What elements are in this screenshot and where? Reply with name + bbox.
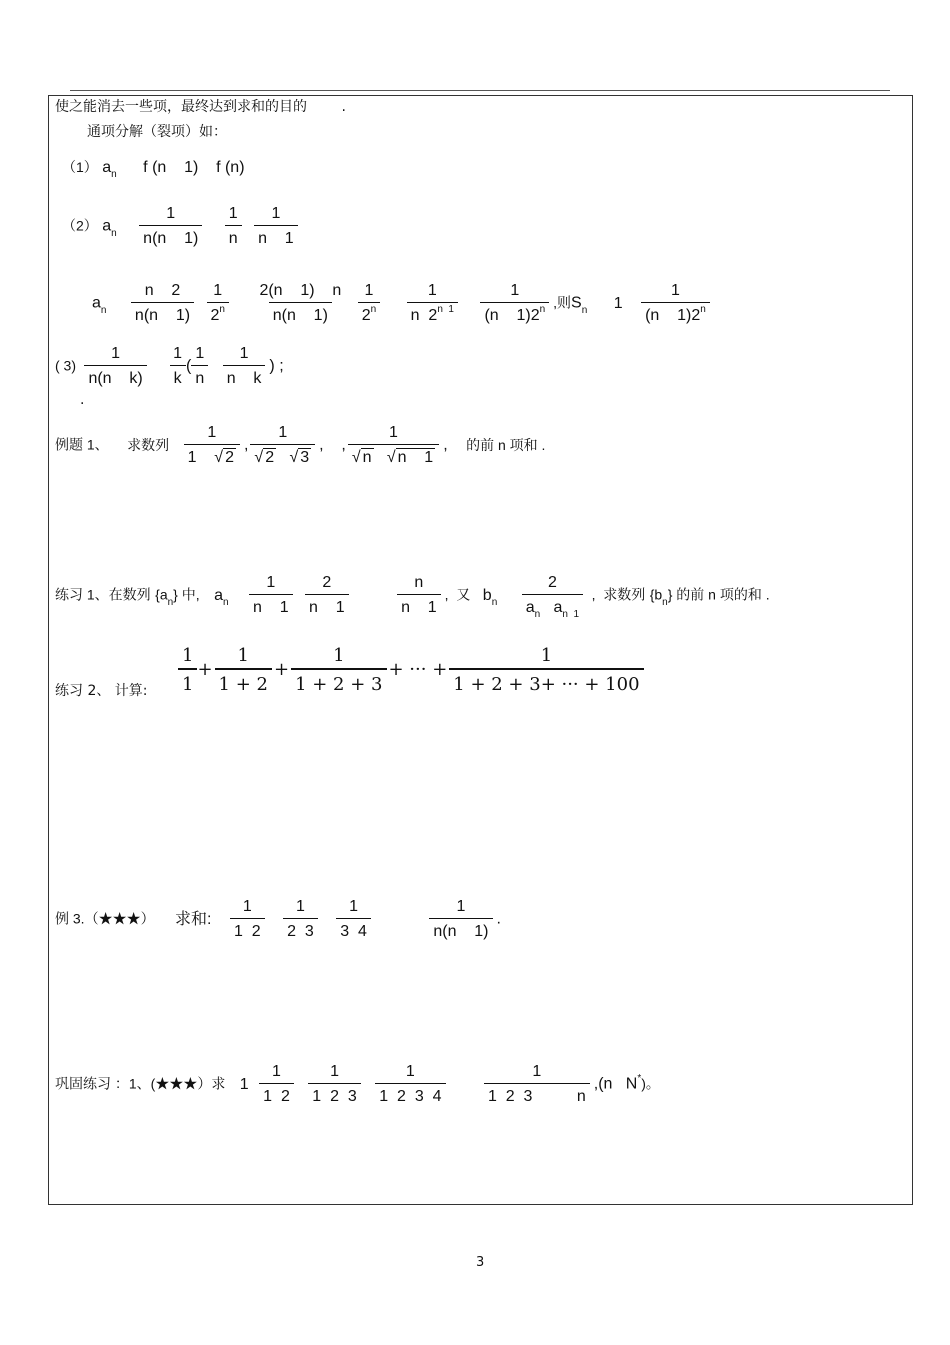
fraction [249, 574, 293, 617]
fraction [397, 574, 441, 617]
subscript: n 1 [562, 609, 580, 620]
exponent: n [700, 304, 706, 315]
denominator: n 1 [305, 594, 349, 617]
sqrt: √ 2 [214, 449, 234, 466]
seq-open: {a [155, 586, 168, 603]
fraction [255, 282, 345, 325]
fraction [291, 645, 386, 695]
denominator: n [225, 225, 242, 248]
a-symbol: a [102, 159, 112, 176]
star-superscript: * [637, 1072, 642, 1084]
fraction [308, 1063, 360, 1106]
denominator [480, 302, 549, 325]
example-3-text: 求和: [175, 910, 212, 928]
separator: , , [319, 436, 346, 454]
plus: + [273, 659, 290, 680]
numerator: 2 [322, 574, 332, 591]
denominator: n 1 [249, 594, 293, 617]
denominator: n k [223, 365, 266, 388]
example-1-end: 的前 n 项和 . [466, 436, 546, 453]
denominator: n 1 [254, 225, 298, 248]
denominator: 1 2 3 4 [375, 1083, 445, 1106]
numerator: 1 [295, 898, 305, 915]
term: 1 [187, 449, 197, 466]
exponent: n 1 [437, 304, 454, 315]
term: a [525, 599, 535, 616]
denominator: n(n k) [84, 365, 146, 388]
numerator: 1 [456, 898, 466, 915]
fraction [254, 205, 298, 248]
numerator: 1 [389, 424, 398, 441]
denominator: 1 2 [230, 918, 265, 941]
numerator: 1 [532, 1063, 542, 1080]
radicand: 3 [300, 449, 310, 466]
numerator: 1 [405, 1063, 415, 1080]
exponent: n [219, 304, 225, 315]
fraction [522, 574, 583, 620]
seq-close: } 中, [173, 586, 200, 603]
subscript: n [111, 169, 117, 180]
numerator: 1 [195, 345, 205, 362]
numerator: 1 [237, 645, 249, 666]
fraction [169, 345, 186, 388]
sqrt: √ n [351, 449, 372, 466]
seq-open: {b [649, 586, 663, 603]
fraction [283, 898, 318, 941]
base: (n 1)2 [484, 307, 540, 324]
fraction [407, 282, 458, 325]
numerator: 1 [670, 282, 680, 299]
example-3 [55, 898, 501, 941]
fraction [375, 1063, 445, 1106]
formula-3-label: ( 3) [55, 357, 76, 374]
formula-1 [62, 157, 245, 180]
numerator: 1 [239, 345, 249, 362]
subscript: n [662, 596, 668, 608]
fraction [358, 282, 380, 325]
denominator: 1 2 3 n [484, 1083, 590, 1106]
numerator: 1 [266, 574, 276, 591]
numerator: 1 [272, 1063, 281, 1080]
formula-1-rhs: f (n 1) f (n) [143, 159, 245, 176]
example-3-label: 例 3.（★★★） [55, 910, 155, 927]
b-symbol: b [482, 586, 492, 604]
fraction [250, 424, 315, 467]
base: 2 [210, 307, 220, 324]
intro-text: 使之能消去一些项，最终达到求和的目的 [55, 99, 307, 115]
fraction [449, 645, 643, 695]
fraction [429, 898, 492, 941]
numerator: 2(n 1) n [259, 282, 342, 299]
radicand: n [362, 449, 372, 466]
denominator [207, 302, 229, 325]
fraction [225, 205, 242, 248]
a-symbol: a [214, 586, 223, 604]
fraction [139, 205, 202, 248]
fraction [84, 345, 146, 388]
example-1-label: 例题 1、 [55, 436, 109, 453]
ellipsis: + ··· + [388, 659, 448, 680]
tail-text-2: } 的前 n 项的和 . [667, 586, 770, 603]
subscript: n [581, 304, 588, 316]
subscript: n [534, 609, 541, 620]
denominator: n 1 [397, 594, 441, 617]
numerator: 1 [427, 282, 437, 299]
practice-2-label: 练习 2、 计算: [55, 683, 148, 699]
practice-2-expression [178, 645, 646, 695]
plus: + [197, 659, 213, 680]
fraction [484, 1063, 590, 1106]
denominator [250, 444, 315, 467]
radicand: 2 [225, 449, 234, 466]
numerator: 1 [510, 282, 520, 299]
numerator: n [414, 574, 424, 591]
a-symbol: a [92, 294, 101, 312]
radicand: n 1 [397, 449, 434, 466]
numerator: 1 [333, 645, 345, 666]
subscript: n [167, 596, 174, 608]
fraction [207, 282, 229, 325]
denominator: n(n 1) [139, 225, 202, 248]
decomposition-heading: 通项分解（裂项）如： [87, 124, 227, 140]
numerator: 1 [182, 645, 194, 666]
fraction [184, 424, 240, 467]
one: 1 [613, 294, 623, 312]
formula-2-label: （2） [62, 217, 98, 234]
subscript: n [100, 304, 107, 316]
sqrt: √ n 1 [386, 449, 434, 466]
header-rule [70, 90, 890, 91]
base: n 2 [410, 307, 438, 324]
fraction [223, 345, 266, 388]
then-text: ,则 [553, 294, 572, 311]
practice-1-label: 练习 1、在数列 [55, 586, 151, 603]
intro-period: . [341, 99, 346, 115]
fraction [336, 898, 371, 941]
denominator: 2 3 [283, 918, 318, 941]
consolidation-label: 巩固练习 ：1、(★★★）求 [55, 1075, 226, 1092]
term: a [553, 599, 563, 616]
denominator: 1 2 3 [308, 1083, 360, 1106]
denominator: n(n 1) [429, 918, 492, 941]
numerator: 1 [207, 424, 217, 441]
denominator: 1 + 2 + 3+ ··· + 100 [449, 668, 643, 695]
denominator: n(n 1) [131, 302, 194, 325]
numerator: 2 [547, 574, 557, 591]
denominator: 1 2 [259, 1083, 294, 1106]
exponent: n [370, 304, 377, 315]
fraction [230, 898, 265, 941]
denominator: k [170, 365, 186, 388]
numerator: 1 [278, 424, 288, 441]
consolidation-exercise [55, 1063, 660, 1106]
denominator: 1 + 2 + 3 [291, 668, 386, 695]
tail-text: , 求数列 [591, 586, 646, 603]
subscript: n [223, 596, 229, 608]
numerator: 1 [213, 282, 223, 299]
radicand: 2 [265, 449, 275, 466]
numerator: 1 [540, 645, 553, 666]
condition-end: )。 [641, 1075, 660, 1092]
formula-1-label: （1） [62, 159, 98, 175]
a-symbol: a [102, 217, 112, 235]
denominator [407, 302, 458, 325]
period: . [496, 910, 501, 928]
stray-dot: . [80, 392, 85, 408]
numerator: 1 [166, 205, 176, 222]
numerator: 1 [173, 345, 183, 362]
fraction [259, 1063, 294, 1106]
example-1-text: 求数列 [127, 436, 170, 453]
denominator: 1 [178, 668, 197, 695]
example-1: 例题 1、 求数列 $\frac{1}{1 √ 2}$ , $\frac{1}{√ 2 √ 3}$ , , $\frac{1}{√ n √ n 1}$ , 的前 n 项和 . [55, 424, 546, 466]
numerator: 1 [111, 345, 121, 362]
base: 2 [361, 307, 371, 324]
again-text: , 又 [444, 586, 471, 603]
numerator: 1 [271, 205, 281, 222]
left-paren: ( [186, 357, 192, 375]
fraction [305, 574, 349, 617]
subscript: n [111, 227, 117, 239]
base: (n 1)2 [645, 307, 701, 324]
numerator: 1 [330, 1063, 339, 1080]
numerator: n 2 [144, 282, 181, 299]
fraction [480, 282, 549, 325]
denominator: 3 4 [336, 918, 371, 941]
condition: ,(n N [593, 1075, 638, 1093]
intro-line [55, 96, 346, 116]
sqrt: √ 3 [289, 449, 310, 466]
fraction [641, 282, 710, 325]
denominator [358, 302, 380, 325]
denominator [522, 594, 583, 620]
formula-2 [62, 205, 302, 248]
page-number: 3 [476, 1255, 485, 1270]
denominator: 1 + 2 [215, 668, 272, 695]
numerator: 1 [349, 898, 359, 915]
denominator: n(n 1) [269, 302, 332, 325]
fraction [348, 424, 439, 467]
right-paren: ) ; [269, 357, 284, 375]
one: 1 [239, 1075, 249, 1093]
fraction [131, 282, 194, 325]
fraction [191, 345, 208, 388]
sqrt: √ 2 [254, 449, 275, 466]
subscript: n [491, 596, 498, 608]
denominator [348, 444, 439, 467]
fraction [178, 645, 197, 695]
formula-3 [55, 345, 284, 388]
practice-1 [55, 574, 770, 620]
exponent: n [539, 304, 546, 315]
numerator: 1 [228, 205, 238, 222]
denominator [184, 444, 240, 467]
s-symbol: S [571, 294, 582, 312]
fraction [215, 645, 272, 695]
denominator [641, 302, 710, 325]
numerator: 1 [364, 282, 374, 299]
numerator: 1 [242, 898, 252, 915]
formula-2b [92, 282, 714, 325]
denominator: n [191, 365, 208, 388]
